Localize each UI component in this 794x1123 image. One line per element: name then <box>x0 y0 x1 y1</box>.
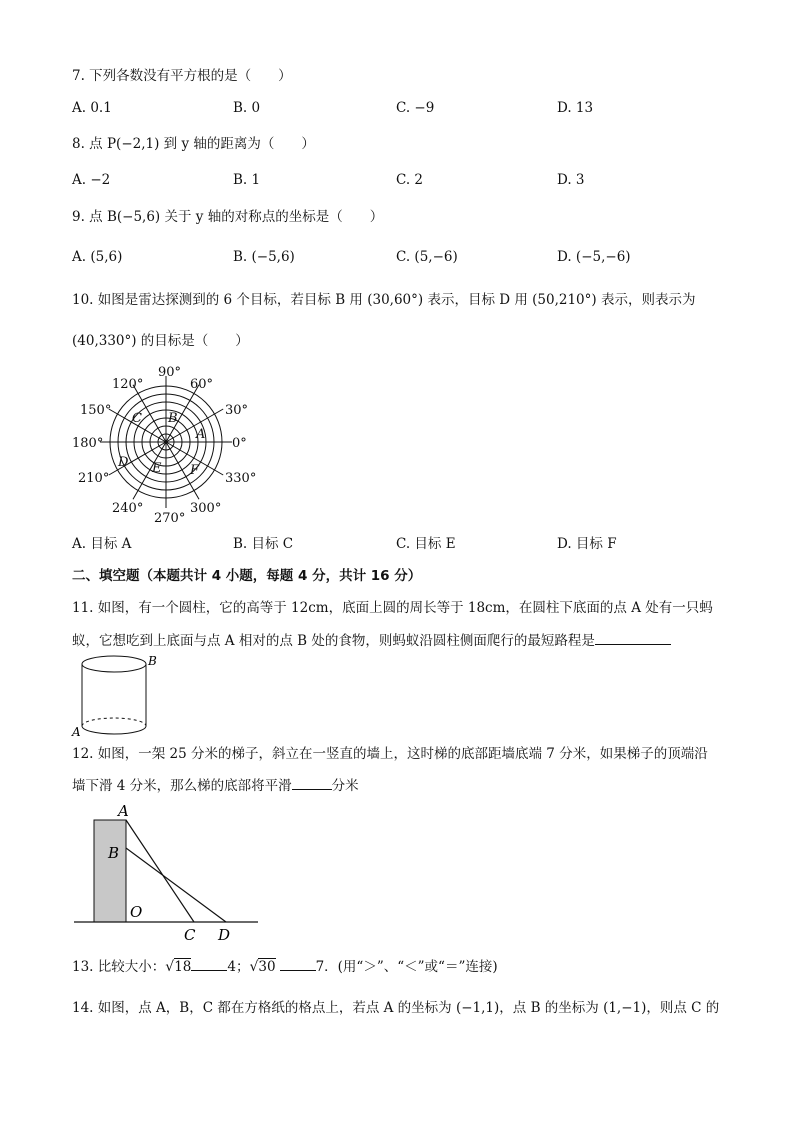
target-a: A <box>196 427 206 442</box>
q10-stem-line2: (40,330°) 的目标是（ ） <box>72 333 249 349</box>
q13-value-2: 7．(用“＞”、“＜”或“＝”连接) <box>315 959 498 975</box>
angle-label-30: 30° <box>225 403 249 418</box>
q14-line: 14. 如图，点 A，B，C 都在方格纸的格点上，若点 A 的坐标为 (−1,1)，点 B 的坐标为 (1,−1)，则点 C 的 <box>72 1000 720 1016</box>
q10-option-a: A. 目标 A <box>72 536 132 552</box>
q12-line2a: 墙下滑 4 分米，那么梯的底部将平滑 <box>72 778 292 794</box>
q9-stem: 9. 点 B(−5,6) 关于 y 轴的对称点的坐标是（ ） <box>72 209 384 225</box>
angle-label-330: 330° <box>225 471 257 486</box>
sqrt-symbol-2: √ <box>249 959 259 975</box>
angle-label-60: 60° <box>190 377 214 392</box>
q13-blank-1[interactable] <box>191 956 227 971</box>
target-c: C <box>132 411 142 426</box>
angle-label-150: 150° <box>80 403 112 418</box>
q9-option-d: D. (−5,−6) <box>557 249 631 265</box>
cylinder-bottom-front <box>82 726 146 734</box>
target-b: B <box>168 411 178 426</box>
ladder-label-o: O <box>130 903 143 921</box>
q7-option-d: D. 13 <box>557 100 594 116</box>
q13-blank-2[interactable] <box>280 956 316 971</box>
q9-option-b: B. (−5,6) <box>233 249 295 265</box>
q7-option-c: C. −9 <box>396 100 435 116</box>
q10-option-d: D. 目标 F <box>557 536 617 552</box>
q10-option-b: B. 目标 C <box>233 536 294 552</box>
q9-option-a: A. (5,6) <box>72 249 123 265</box>
angle-label-0: 0° <box>232 436 247 451</box>
ladder-label-d: D <box>218 926 231 944</box>
wall <box>94 820 126 922</box>
sqrt-symbol-1: √ <box>165 959 175 975</box>
q12-line1: 12. 如图，一架 25 分米的梯子，斜立在一竖直的墙上，这时梯的底部距墙底端 7 分米，如果梯子的顶端沿 <box>72 746 708 762</box>
q13-radicand-1: 18 <box>174 959 192 975</box>
q9-option-c: C. (5,−6) <box>396 249 458 265</box>
ladder-label-b: B <box>108 844 120 862</box>
q11-line1: 11. 如图，有一个圆柱，它的高等于 12cm，底面上圆的周长等于 18cm，在圆柱下底面的点 A 处有一只蚂 <box>72 600 713 616</box>
cylinder-top <box>82 656 146 672</box>
q11-line2: 蚁，它想吃到上底面与点 A 相对的点 B 处的食物，则蚂蚁沿圆柱侧面爬行的最短路程是 <box>72 633 595 649</box>
q13-prefix: 13. 比较大小： <box>72 959 166 975</box>
cylinder-label-a: A <box>72 725 81 738</box>
q8-stem: 8. 点 P(−2,1) 到 y 轴的距离为（ ） <box>72 136 315 152</box>
target-e: E <box>152 461 162 476</box>
radar-diagram <box>70 362 270 528</box>
q13-value-1: 4； <box>227 959 250 975</box>
q7-stem: 7. 下列各数没有平方根的是（ ） <box>72 68 292 84</box>
angle-label-180: 180° <box>72 436 104 451</box>
angle-label-270: 270° <box>154 511 186 526</box>
q12-line2-wrap <box>72 775 359 796</box>
ladder-label-c: C <box>184 926 196 944</box>
angle-label-240: 240° <box>112 501 144 516</box>
angle-label-90: 90° <box>158 365 182 380</box>
cylinder-label-b: B <box>148 654 157 668</box>
angle-label-120: 120° <box>112 377 144 392</box>
q7-option-b: B. 0 <box>233 100 261 116</box>
radar-spokes <box>100 376 232 508</box>
section2-title: 二、填空题（本题共计 4 小题，每题 4 分，共计 16 分） <box>72 568 422 584</box>
q8-option-d: D. 3 <box>557 172 585 188</box>
q8-option-c: C. 2 <box>396 172 424 188</box>
q13-line <box>72 956 498 977</box>
angle-label-210: 210° <box>78 471 110 486</box>
q12-answer-blank[interactable] <box>292 775 332 790</box>
cylinder-diagram <box>70 652 160 738</box>
q7-option-a: A. 0.1 <box>72 100 112 116</box>
target-d: D <box>118 455 129 470</box>
ladder-diagram <box>70 800 270 948</box>
angle-label-300: 300° <box>190 501 222 516</box>
q11-line2-wrap <box>72 630 671 651</box>
q8-option-a: A. −2 <box>72 172 111 188</box>
q11-answer-blank[interactable] <box>595 630 671 645</box>
q12-line2b: 分米 <box>331 778 359 794</box>
target-f: F <box>190 463 200 478</box>
q8-option-b: B. 1 <box>233 172 261 188</box>
q13-radicand-2: 30 <box>258 959 276 975</box>
ladder-label-a: A <box>118 802 129 820</box>
q10-stem-line1: 10. 如图是雷达探测到的 6 个目标，若目标 B 用 (30,60°) 表示，目标 D 用 (50,210°) 表示，则表示为 <box>72 292 696 308</box>
q10-option-c: C. 目标 E <box>396 536 456 552</box>
cylinder-bottom-back <box>82 718 146 726</box>
